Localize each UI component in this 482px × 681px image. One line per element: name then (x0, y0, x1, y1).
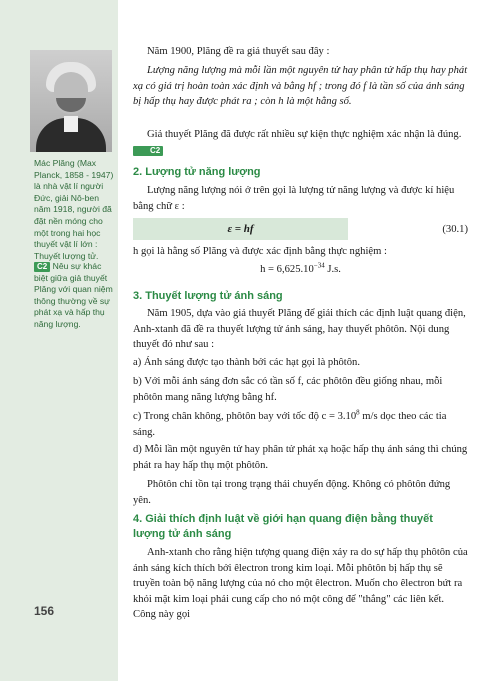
paragraph-intro: Năm 1900, Plăng đề ra giả thuyết sau đây : (147, 46, 330, 57)
portrait-caption: Mác Plăng (Max Planck, 1858 - 1947) là nhà vật lí người Đức, giải Nô-ben năm 1918, người đã đặt nền móng cho một trong hai học thuyết vật lí lớn : Thuyết lượng tử. (34, 158, 114, 261)
paragraph-quantum: Lượng năng lượng nói ở trên gọi là lượng tử năng lượng và được kí hiệu bằng chữ ε : (133, 185, 455, 212)
planck-constant-value: $h = 6,625.10^{-34}$ J.s. (260, 261, 341, 275)
c2-badge: C2 (34, 262, 50, 272)
page-number: 156 (34, 604, 55, 618)
paragraph-planck-constant: h gọi là hằng số Plăng và được xác định bằng thực nghiệm : (133, 246, 387, 257)
list-item-d: d) Mỗi lần một nguyên tử hay phân tử phát xạ hoặc hấp thụ ánh sáng thì chúng phát ra hay hấp thụ một phôtôn. (133, 444, 468, 471)
list-item-a: a) Ánh sáng được tạo thành bởi các hạt gọi là phôtôn. (133, 357, 360, 368)
portrait-image (30, 50, 112, 152)
sidebar (0, 0, 118, 681)
list-item-b: b) Với mỗi ánh sáng đơn sắc có tần số f, các phôtôn đều giống nhau, mỗi phôtôn mang năng lượng bằng hf. (133, 376, 443, 403)
heading-photoelectric-limit: 4. Giải thích định luật về giới hạn quang điện bằng thuyết lượng tử ánh sáng (133, 513, 433, 540)
side-note-text: Nêu sự khác biệt giữa giả thuyết Plăng với quan niệm thông thường về sự phát xạ và hấp thụ năng lượng. (34, 261, 113, 329)
paragraph-confirmed (133, 127, 468, 158)
paragraph-confirmed-text: Giả thuyết Plăng đã được rất nhiều sự kiện thực nghiệm xác nhận là đúng. (147, 129, 462, 140)
list-item-c: c) Trong chân không, phôtôn bay với tốc độ $c = 3.10^8$ m/s dọc theo các tia sáng. (133, 408, 447, 438)
heading-photon-theory: 3. Thuyết lượng tử ánh sáng (133, 290, 283, 302)
paragraph-einstein: Anh-xtanh cho rằng hiện tượng quang điện xảy ra do sự hấp thụ phôtôn của ánh sáng kích thích bởi êlectron trong kim loại. Mỗi phôtôn bị hấp thụ sẽ truyền toàn bộ năng lượng của nó cho một êlectron. Muốn cho êlectron bứt ra khỏi mặt kim loại phải cung cấp cho nó một công để "thắng" các liên kết. Công này gọi (133, 547, 468, 621)
paragraph-hypothesis: Lượng năng lượng mà mỗi lần một nguyên tử hay phân tử hấp thụ hay phát xạ có giá trị hoàn toàn xác định và bằng hf ; trong đó f là tần số của ánh sáng bị hấp thụ hay được phát ra ; còn h là một hằng số. (133, 65, 468, 108)
paragraph-photon-motion: Phôtôn chỉ tồn tại trong trạng thái chuyển động. Không có phôtôn đứng yên. (133, 479, 451, 506)
formula-box: ε = hf (133, 218, 348, 240)
equation-number: (30.1) (442, 224, 468, 235)
side-note (34, 261, 114, 331)
paragraph-1905: Năm 1905, dựa vào giả thuyết Plăng để giải thích các định luật quang điện, Anh-xtanh đã đề ra thuyết lượng tử ánh sáng, hay thuyết phôtôn. Nội dung thuyết đó như sau : (133, 308, 466, 351)
c2-badge: C2 (133, 146, 163, 156)
heading-energy-quantum: 2. Lượng tử năng lượng (133, 166, 261, 178)
